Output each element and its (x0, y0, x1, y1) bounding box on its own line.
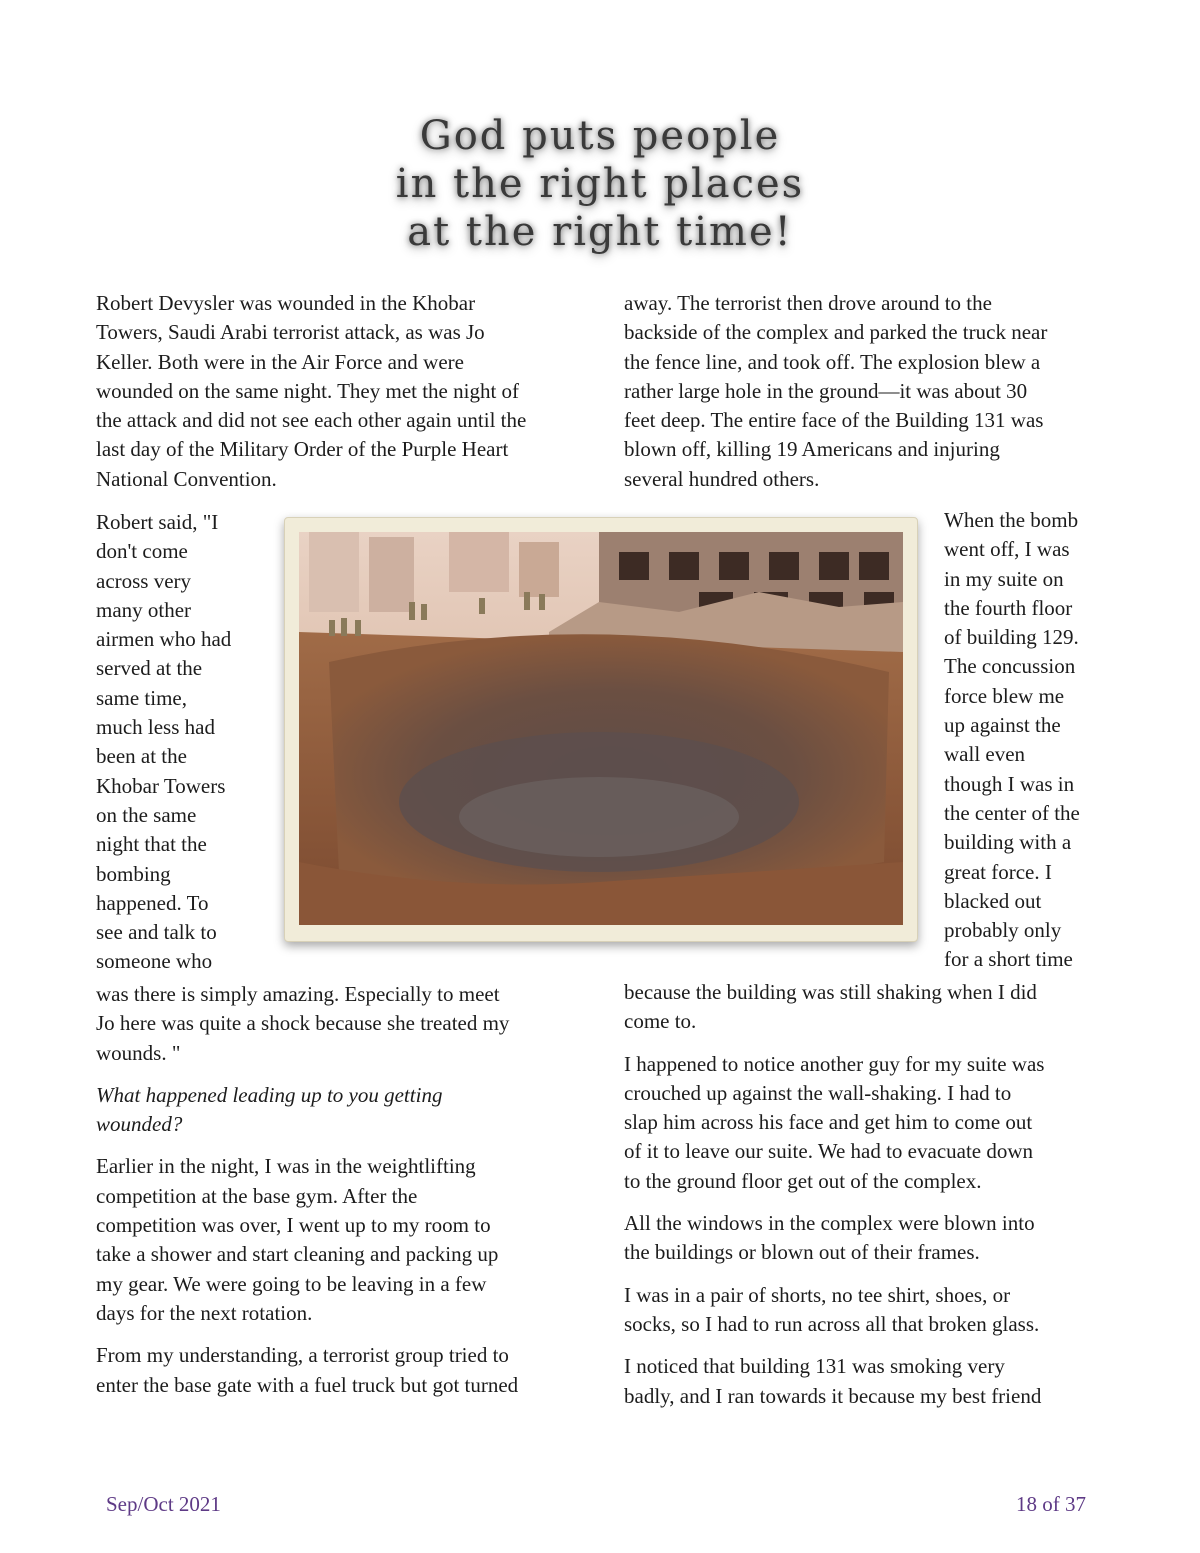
text-line: wounded? (96, 1112, 183, 1137)
text-line: Keller. Both were in the Air Force and were (96, 349, 464, 374)
text-line: in my suite on (944, 566, 1064, 591)
story-paragraph (624, 1352, 1124, 1411)
text-line: wall even (944, 742, 1026, 767)
text-line: slap him across his face and get him to come out (624, 1110, 1033, 1135)
text-line: airmen who had (96, 627, 232, 652)
text-line: because the building was still shaking when I did (624, 980, 1037, 1004)
interview-question (96, 1081, 596, 1140)
text-line: the fence line, and took off. The explosion blew a (624, 349, 1041, 374)
text-line: on the same (96, 802, 197, 827)
text-line: blown off, killing 19 Americans and injuring (624, 437, 1000, 462)
text-line: enter the base gate with a fuel truck but got turned (96, 1372, 519, 1397)
crater-illustration (299, 532, 903, 925)
text-line: The concussion (944, 654, 1076, 679)
page-title (300, 112, 900, 256)
text-line: the attack and did not see each other again until the (96, 408, 527, 433)
text-line: same time, (96, 685, 187, 710)
left-lower-text (96, 980, 596, 1400)
text-line: bombing (96, 861, 171, 886)
story-paragraph (624, 1050, 1124, 1196)
text-line: the center of the (944, 800, 1080, 825)
title-line: in the right places (395, 161, 805, 207)
text-line: building with a (944, 830, 1072, 855)
text-line: blacked out (944, 888, 1042, 913)
text-line: feet deep. The entire face of the Building 131 was (624, 408, 1044, 433)
text-line: wounded on the same night. They met the night of (96, 378, 520, 403)
text-line: went off, I was (944, 537, 1070, 562)
photo-frame (284, 517, 918, 942)
text-line: From my understanding, a terrorist group tried to (96, 1343, 509, 1368)
right-intro-paragraph (624, 289, 1124, 494)
text-line: When the bomb (944, 508, 1079, 532)
text-line: backside of the complex and parked the truck near (624, 320, 1048, 345)
text-line: the fourth floor (944, 595, 1073, 620)
text-line: last day of the Military Order of the Purple Heart (96, 437, 509, 462)
answer-paragraph (96, 1341, 596, 1400)
text-line: Khobar Towers (96, 773, 226, 798)
text-line: force blew me (944, 683, 1065, 708)
title-line: at the right time! (407, 209, 793, 255)
text-line: someone who (96, 949, 213, 974)
text-line: been at the (96, 744, 187, 769)
footer-page-number: 18 of 37 (1016, 1492, 1086, 1516)
answer-paragraph (96, 1152, 596, 1328)
text-line: socks, so I had to run across all that broken glass. (624, 1311, 1040, 1336)
text-line: wounds. " (96, 1040, 181, 1065)
text-line: badly, and I ran towards it because my best friend (624, 1383, 1042, 1408)
text-line: competition at the base gym. After the (96, 1183, 418, 1208)
text-line: night that the (96, 832, 207, 857)
text-line: I noticed that building 131 was smoking very (624, 1354, 1005, 1379)
title-line: God puts people (419, 113, 781, 159)
text-line: of building 129. (944, 625, 1079, 650)
story-paragraph (624, 978, 1124, 1037)
text-line: What happened leading up to you getting (96, 1082, 443, 1107)
text-line: my gear. We were going to be leaving in a few (96, 1271, 487, 1296)
text-line: across very (96, 568, 192, 593)
right-wrap-text (944, 506, 1124, 975)
left-wrap-text (96, 508, 276, 977)
text-line: the buildings or blown out of their frames. (624, 1240, 980, 1265)
footer-issue: Sep/Oct 2021 (106, 1492, 221, 1516)
story-paragraph (624, 1281, 1124, 1340)
text-line: crouched up against the wall-shaking. I had to (624, 1080, 1012, 1105)
text-line: great force. I (944, 859, 1052, 884)
text-line: rather large hole in the ground—it was about 30 (624, 378, 1028, 403)
text-line: National Convention. (96, 466, 277, 491)
text-line: Robert said, "I (96, 510, 219, 534)
text-line: served at the (96, 656, 203, 681)
text-line: I happened to notice another guy for my suite was (624, 1051, 1045, 1076)
text-line: competition was over, I went up to my room to (96, 1213, 491, 1238)
right-lower-text (624, 978, 1124, 1411)
text-line: to the ground floor get out of the complex. (624, 1168, 982, 1193)
text-line: days for the next rotation. (96, 1300, 313, 1325)
text-line: many other (96, 597, 192, 622)
text-line: see and talk to (96, 920, 217, 945)
text-line: away. The terrorist then drove around to the (624, 291, 992, 315)
story-paragraph (624, 1209, 1124, 1268)
text-line: happened. To (96, 890, 209, 915)
text-line: Earlier in the night, I was in the weightlifting (96, 1154, 476, 1179)
text-line: up against the (944, 713, 1061, 738)
text-line: probably only (944, 918, 1062, 943)
quote-continuation (96, 980, 596, 1068)
text-line: I was in a pair of shorts, no tee shirt, shoes, or (624, 1282, 1011, 1307)
bomb-crater-photo (299, 532, 903, 925)
text-line: come to. (624, 1009, 697, 1034)
text-line: don't come (96, 539, 188, 564)
text-line: was there is simply amazing. Especially to meet (96, 982, 500, 1006)
text-line: All the windows in the complex were blown into (624, 1211, 1035, 1236)
text-line: of it to leave our suite. We had to evacuate down (624, 1139, 1034, 1164)
text-line: Jo here was quite a shock because she treated my (96, 1011, 510, 1036)
left-intro-paragraph (96, 289, 596, 494)
text-line: though I was in (944, 771, 1075, 796)
text-line: several hundred others. (624, 466, 820, 491)
text-line: for a short time (944, 947, 1073, 972)
text-line: Towers, Saudi Arabi terrorist attack, as was Jo (96, 320, 485, 345)
text-line: much less had (96, 715, 215, 740)
text-line: take a shower and start cleaning and packing up (96, 1242, 499, 1267)
text-line: Robert Devysler was wounded in the Khobar (96, 291, 476, 315)
